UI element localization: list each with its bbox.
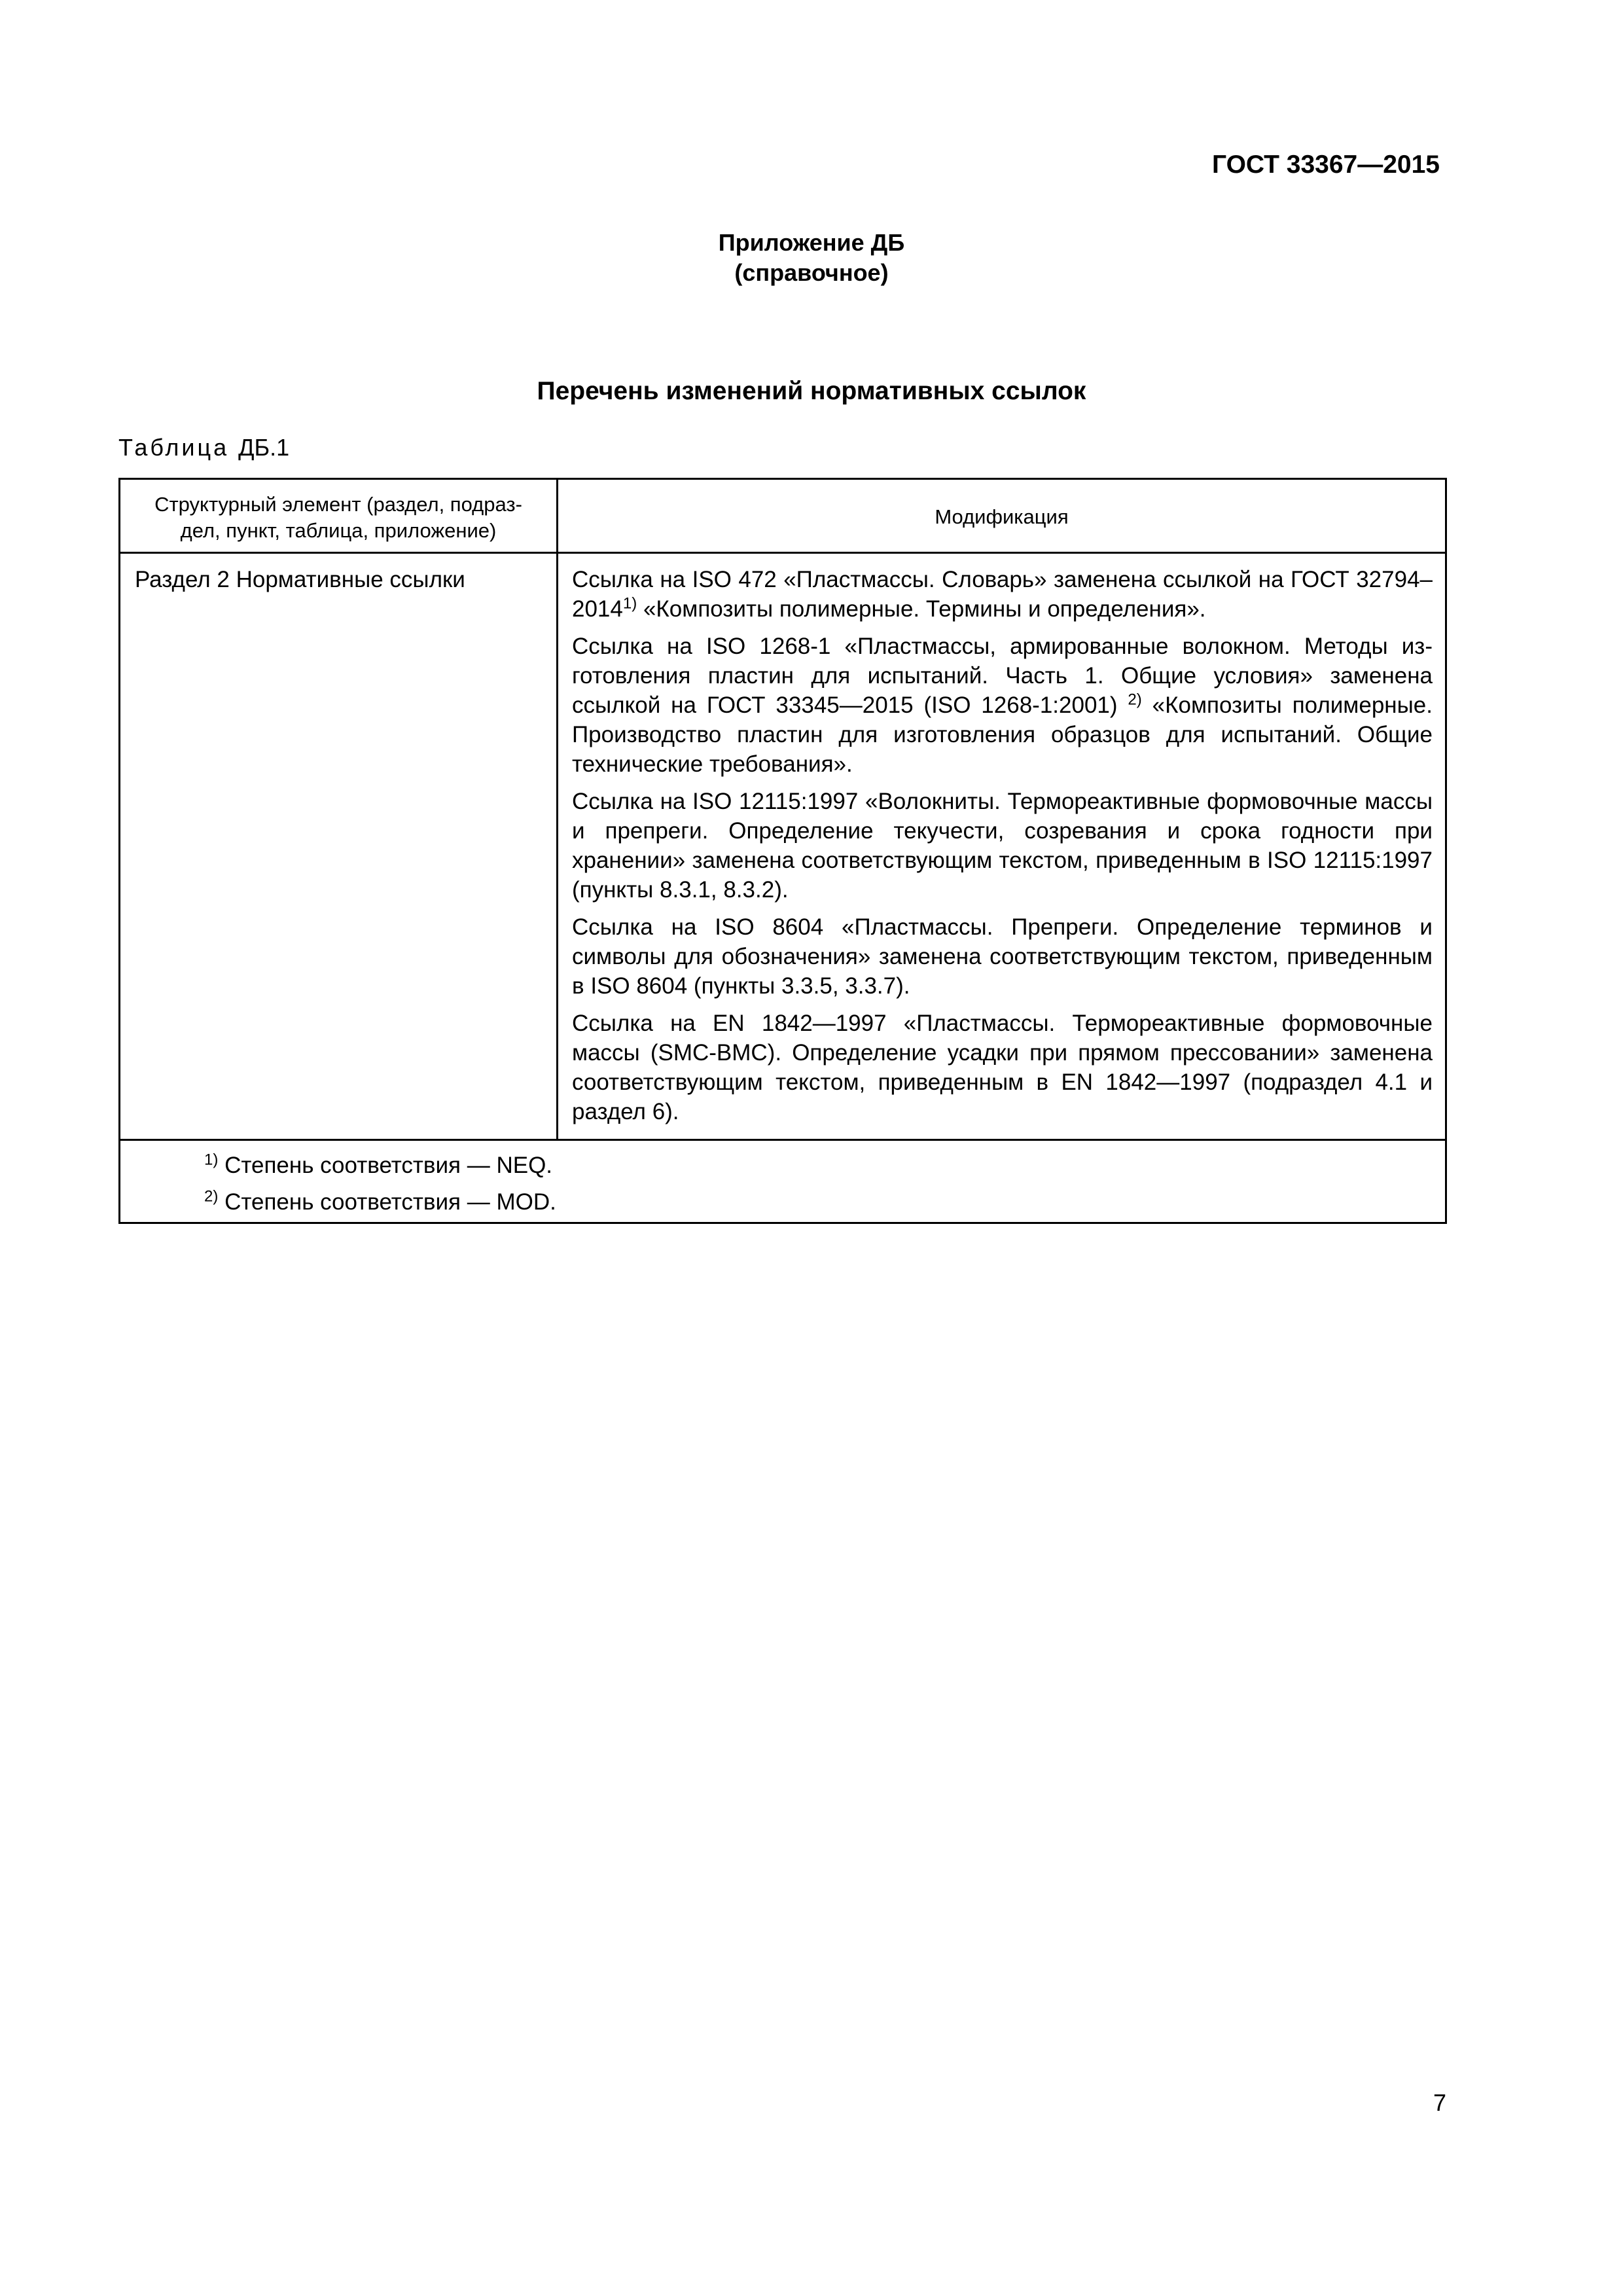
footnote-text: Степень соответствия — MOD.	[218, 1189, 556, 1215]
column-header-element-line1: Структурный элемент (раздел, подраз-	[154, 493, 522, 516]
column-header-element-line2: дел, пункт, таблица, приложение)	[180, 519, 497, 542]
appendix-title: Приложение ДБ	[718, 229, 905, 256]
modification-text: Ссылка на ISO 8604 «Пластмассы. Препреги. Определение терминов и символы для обозначения» заменена соответствующим текстом, приведенным в ISO 8604 (пункты 3.3.5, 3.3.7).	[572, 914, 1433, 999]
footnote-ref: 1)	[622, 594, 637, 613]
column-header-element	[120, 492, 556, 544]
table-caption-word: Таблица	[118, 434, 230, 461]
section-heading: Перечень изменений нормативных ссылок	[537, 377, 1086, 405]
appendix-subtitle: (справочное)	[734, 259, 889, 286]
table-footnotes	[204, 1147, 1382, 1221]
modifications-table	[118, 478, 1447, 1224]
modification-text: Ссылка на ISO 472 «Пластмассы. Словарь» заменена ссылкой на ГОСТ 32794–2014	[572, 567, 1433, 622]
table-cell-element: Раздел 2 Нормативные ссылки	[135, 567, 465, 592]
footnote-ref: 2)	[1128, 691, 1142, 709]
modification-paragraph	[572, 912, 1433, 1001]
table-caption-number: ДБ.1	[238, 434, 290, 461]
footnote-divider	[120, 1139, 1445, 1141]
modification-text: Ссылка на ISO 12115:1997 «Волокниты. Термореактивные формовочные массы и препреги. Определение текучести, созревания и срока годности при хранении» заменена соответствующим текстом, приведенным в ISO 12115:1997 (пункты 8.3.1, 8.3.2).	[572, 789, 1433, 903]
table-caption	[118, 434, 289, 461]
modification-text-cont: «Композиты полимерные. Производство пластин для изготовления образцов для испытаний. Общие технические требования».	[572, 692, 1433, 777]
column-divider	[556, 480, 558, 1139]
footnote	[204, 1147, 1382, 1184]
column-header-modification: Модификация	[935, 505, 1069, 528]
modification-paragraph	[572, 632, 1433, 779]
table-cell-modifications	[572, 565, 1433, 1134]
footnote-marker: 2)	[204, 1187, 219, 1206]
footnote-text: Степень соответствия — NEQ.	[218, 1153, 553, 1178]
modification-paragraph	[572, 565, 1433, 624]
document-code: ГОСТ 33367—2015	[1212, 151, 1440, 179]
modification-text: Ссылка на EN 1842—1997 «Пластмассы. Термореактивные формовочные массы (SMC-BMC). Определение усадки при прямом прессовании» заменена соответствующим текстом, приведенным в EN 1842—1997 (подраздел 4.1 и раздел 6).	[572, 1011, 1433, 1124]
modification-text: Ссылка на ISO 1268-1 «Пластмассы, армированные волокном. Методы изготовления пластин для испытаний. Часть 1. Общие условия» заменена ссылкой на ГОСТ 33345—2015 (ISO 1268-1:2001)	[572, 634, 1433, 718]
page-number: 7	[1433, 2089, 1446, 2116]
modification-text-cont: «Композиты полимерные. Термины и определения».	[637, 596, 1206, 622]
footnote	[204, 1184, 1382, 1221]
modification-paragraph	[572, 1009, 1433, 1126]
footnote-marker: 1)	[204, 1151, 219, 1169]
modification-paragraph	[572, 787, 1433, 905]
header-divider	[120, 552, 1445, 554]
